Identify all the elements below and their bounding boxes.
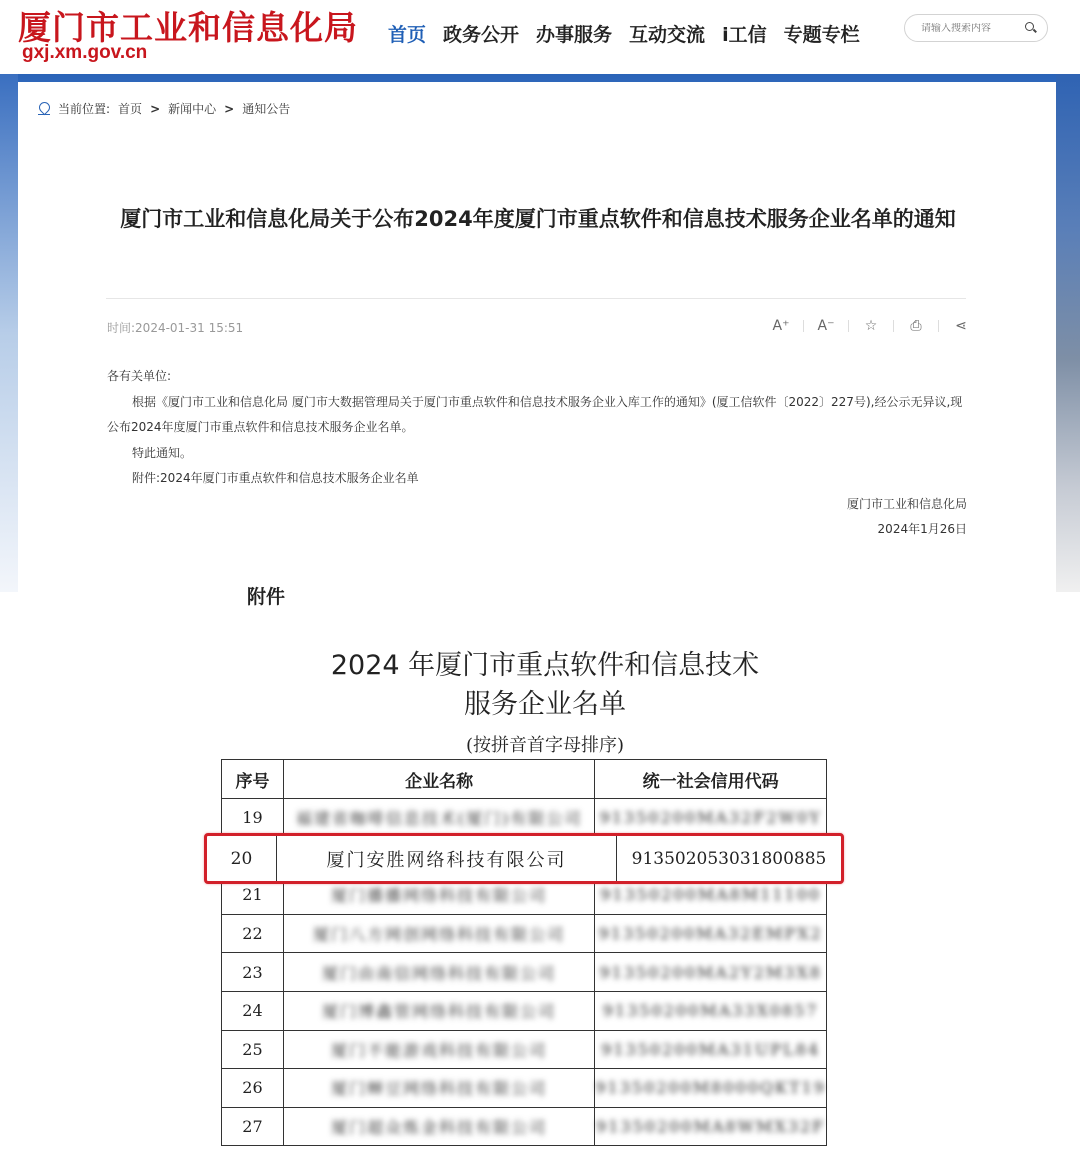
share-icon[interactable]: ⋖	[955, 318, 967, 334]
table-header-row	[222, 760, 827, 799]
article-title: 厦门市工业和信息化局关于公布2024年度厦门市重点软件和信息技术服务企业名单的通知	[120, 207, 956, 231]
search-icon[interactable]	[1025, 22, 1037, 34]
row-company-name: 厦门蝉豆网络科技有限公司	[283, 1069, 594, 1108]
highlight-company-name: 厦门安胜网络科技有限公司	[277, 836, 617, 881]
table-row	[222, 914, 827, 953]
row-company-name: 厦门不能游戏科技有限公司	[283, 1030, 594, 1069]
tool-separator	[938, 320, 939, 332]
breadcrumb-separator: >	[224, 101, 235, 116]
row-credit-code: 91350200MA8WMX32F	[595, 1107, 827, 1146]
row-number: 23	[222, 953, 284, 992]
banner-right-edge	[1056, 74, 1080, 592]
nav-special-topics[interactable]: 专题专栏	[783, 24, 860, 46]
row-number: 21	[222, 876, 284, 915]
row-company-name: 厦门超众炼金科技有限公司	[283, 1107, 594, 1146]
breadcrumb-separator: >	[150, 101, 161, 116]
tool-separator	[893, 320, 894, 332]
row-credit-code: 91350200MA2Y2M3X8	[595, 953, 827, 992]
row-credit-code: 91350200MA33X0857	[595, 991, 827, 1030]
table-row	[222, 1030, 827, 1069]
row-company-name: 厦门由南信网络科技有限公司	[283, 953, 594, 992]
favorite-star-icon[interactable]: ☆	[864, 318, 878, 334]
sign-date: 2024年1月26日	[877, 522, 967, 536]
nav-government-affairs[interactable]: 政务公开	[443, 24, 520, 46]
row-number: 27	[222, 1107, 284, 1146]
header-credit-code: 统一社会信用代码	[595, 760, 827, 799]
site-header	[0, 0, 1080, 74]
row-company-name: 福建省咖啡信息技术(厦门)有限公司	[283, 799, 594, 838]
row-number: 22	[222, 914, 284, 953]
main-paragraph: 根据《厦门市工业和信息化局 厦门市大数据管理局关于厦门市重点软件和信息技术服务企业入库工作的通知》(厦工信软件〔2022〕227号),经公示无异议,现公布2024年度厦门市重点软件和信息技术服务企业名单。	[107, 394, 963, 434]
banner-left-edge	[0, 74, 18, 592]
search-box	[904, 14, 1048, 42]
doc-title-line2: 服务企业名单	[464, 689, 626, 720]
site-logo-title[interactable]: 厦门市工业和信息化局	[18, 8, 358, 47]
nav-interaction[interactable]: 互动交流	[629, 24, 706, 46]
doc-subtitle: (按拼音首字母排序)	[465, 735, 625, 756]
row-number: 25	[222, 1030, 284, 1069]
nav-home[interactable]: 首页	[388, 24, 427, 46]
header-number: 序号	[222, 760, 284, 799]
table-row	[222, 991, 827, 1030]
breadcrumb-news-center[interactable]: 新闻中心	[168, 102, 217, 116]
row-number: 19	[222, 799, 284, 838]
location-icon	[38, 102, 50, 116]
article-card	[18, 82, 1056, 592]
attachment-label: 附件	[247, 586, 286, 608]
greeting: 各有关单位:	[107, 369, 172, 383]
highlight-credit-code: 913502053031800885	[631, 848, 827, 869]
tool-separator	[803, 320, 804, 332]
table-row	[222, 1107, 827, 1146]
font-increase-icon[interactable]: A⁺	[772, 318, 790, 334]
row-credit-code: 91350200MA32EMPX2	[595, 914, 827, 953]
article-tools	[768, 316, 974, 336]
highlighted-row	[204, 833, 844, 884]
nav-services[interactable]: 办事服务	[536, 24, 613, 46]
row-credit-code: 91350200M8000QKT19	[595, 1069, 827, 1108]
title-divider	[106, 298, 966, 299]
publish-time: 时间:2024-01-31 15:51	[107, 321, 244, 335]
row-credit-code: 91350200MA31UPL84	[595, 1030, 827, 1069]
font-decrease-icon[interactable]: A⁻	[817, 318, 835, 334]
breadcrumb	[38, 100, 298, 117]
table-row	[222, 1069, 827, 1108]
breadcrumb-label: 当前位置:	[58, 102, 111, 116]
doc-title	[220, 646, 870, 724]
enterprise-table	[221, 759, 827, 1146]
notice-line: 特此通知。	[132, 445, 193, 460]
breadcrumb-notices[interactable]: 通知公告	[242, 102, 291, 116]
table-row	[222, 953, 827, 992]
row-company-name: 厦门博鑫管网络科技有限公司	[283, 991, 594, 1030]
table-row	[222, 799, 827, 838]
row-company-name: 厦门播播网络科技有限公司	[283, 876, 594, 915]
doc-title-line1: 2024 年厦门市重点软件和信息技术	[330, 650, 760, 681]
nav-i-gongxin[interactable]: i工信	[722, 24, 767, 46]
row-number: 24	[222, 991, 284, 1030]
row-number: 26	[222, 1069, 284, 1108]
header-company-name: 企业名称	[283, 760, 594, 799]
print-icon[interactable]: ⎙	[910, 318, 922, 334]
row-credit-code: 91350200MA8M11100	[595, 876, 827, 915]
attachment-link[interactable]: 附件:2024年厦门市重点软件和信息技术服务企业名单	[132, 471, 419, 485]
highlight-row-number: 20	[207, 836, 277, 881]
breadcrumb-home[interactable]: 首页	[118, 102, 143, 116]
main-nav	[388, 20, 860, 47]
search-input[interactable]	[921, 23, 1021, 34]
signer: 厦门市工业和信息化局	[846, 496, 967, 511]
article-body	[107, 364, 967, 543]
row-credit-code: 91350200MA32F2W0Y	[595, 799, 827, 838]
tool-separator	[848, 320, 849, 332]
row-company-name: 厦门八方网创网络科技有限公司	[283, 914, 594, 953]
site-domain: gxj.xm.gov.cn	[22, 42, 148, 63]
